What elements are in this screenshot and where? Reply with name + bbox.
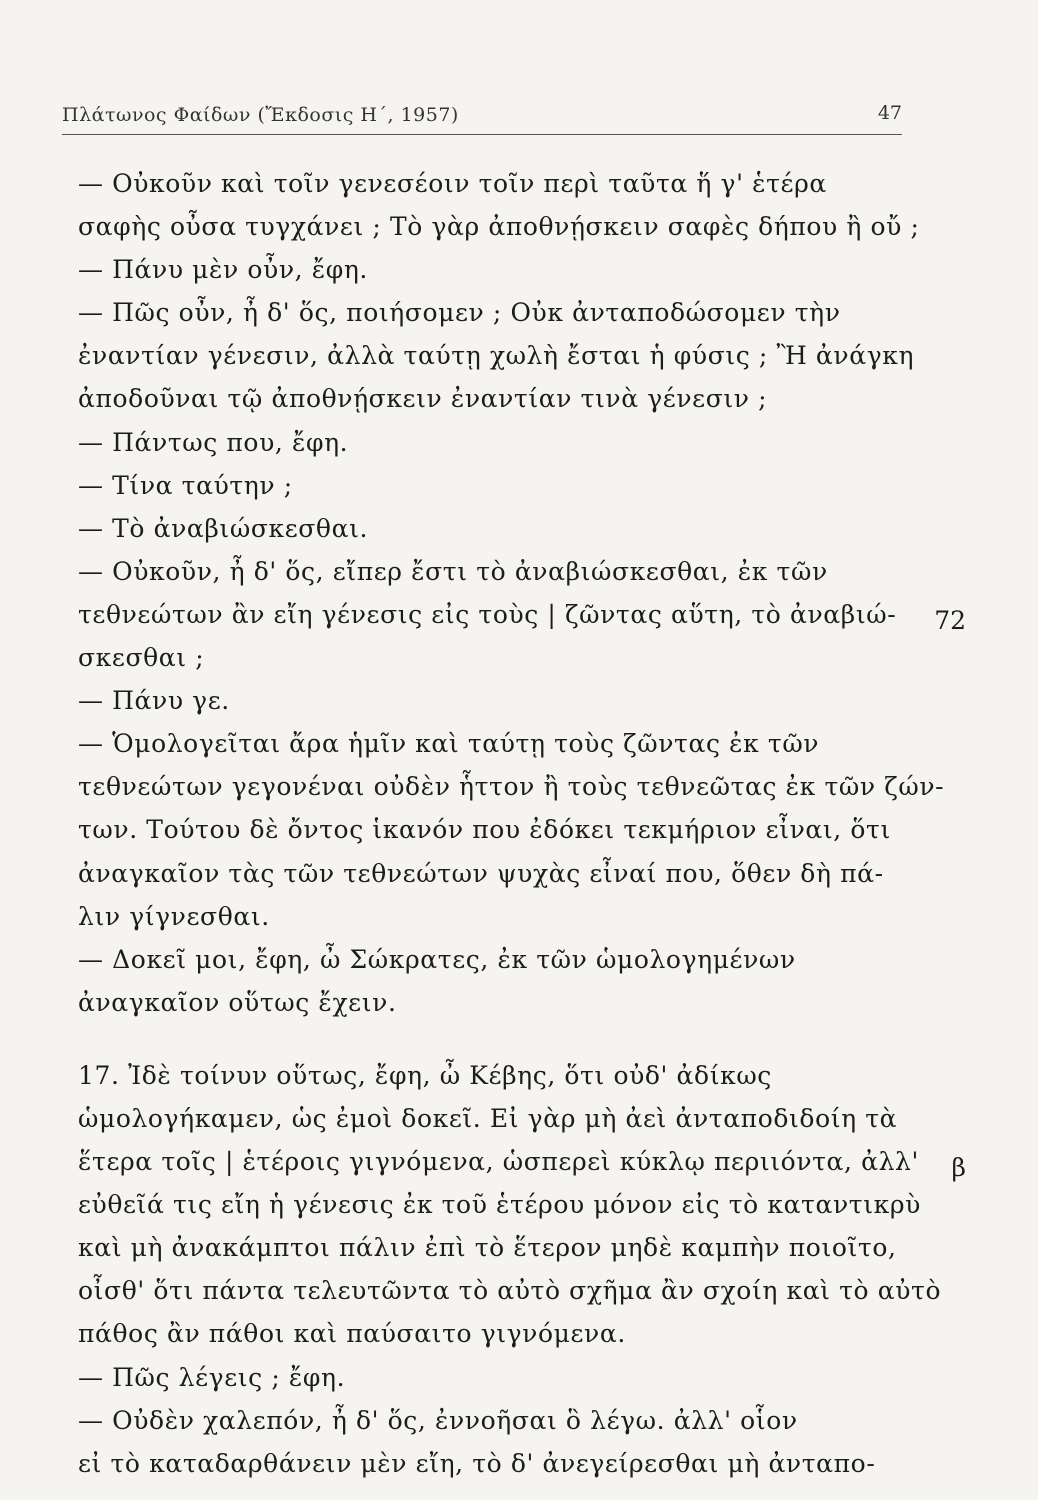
text-line: — Οὐκοῦν καὶ τοῖν γενεσέοιν τοῖν περὶ ταῦτα ἥ γ' ἑτέρα — [78, 169, 827, 198]
text-line: ἐναντίαν γένεσιν, ἀλλὰ ταύτῃ χωλὴ ἔσται ἡ φύσις ; Ἢ ἀνάγκη — [78, 341, 915, 371]
text-line: — Πάντως που, ἔφη. — [78, 427, 349, 457]
text-line: — Πῶς οὖν, ἦ δ' ὅς, ποιήσομεν ; Οὐκ ἀνταποδώσομεν τὴν — [78, 298, 841, 328]
text-line: τεθνεώτων γεγονέναι οὐδὲν ἧττον ἢ τοὺς τεθνεῶτας ἐκ τῶν ζών- — [78, 772, 945, 802]
text-line: λιν γίγνεσθαι. — [78, 901, 270, 931]
text-line: εὐθεῖά τις εἴη ἡ γένεσις ἐκ τοῦ ἑτέρου μόνον εἰς τὸ καταντικρὺ — [78, 1190, 921, 1220]
section-gap — [78, 1024, 918, 1054]
text-line: ὡμολογήκαμεν, ὡς ἐμοὶ δοκεῖ. Εἰ γὰρ μὴ ἀεὶ ἀνταποδιδοίη τὰ — [78, 1103, 898, 1133]
text-line: — Πῶς λέγεις ; ἔφη. — [78, 1362, 346, 1392]
margin-note: β — [951, 1153, 966, 1183]
page-number: 47 — [877, 102, 902, 124]
text-line: — Οὐδὲν χαλεπόν, ἦ δ' ὅς, ἐννοῆσαι ὃ λέγω. ἀλλ' οἷον — [78, 1405, 798, 1435]
text-line: — Πάνυ μὲν οὖν, ἔφη. — [78, 255, 368, 285]
text-line: καὶ μὴ ἀνακάμπτοι πάλιν ἐπὶ τὸ ἕτερον μηδὲ καμπὴν ποιοῖτο, — [78, 1233, 897, 1263]
text-line: 17. Ἰδὲ τοίνυν οὕτως, ἔφη, ὦ Κέβης, ὅτι οὐδ' ἀδίκως — [78, 1060, 772, 1090]
running-title: Πλάτωνος Φαίδων (Ἔκδοσις Η΄, 1957) — [62, 104, 459, 126]
text-line: — Τὸ ἀναβιώσκεσθαι. — [78, 513, 369, 543]
text-line: των. Τούτου δὲ ὄντος ἱκανόν που ἐδόκει τεκμήριον εἶναι, ὅτι — [78, 815, 891, 845]
page-header — [62, 98, 902, 135]
text-line: τεθνεώτων ἂν εἴη γένεσις εἰς τοὺς | ζῶντας αὕτη, τὸ ἀναβιώ- — [78, 599, 897, 629]
text-line: οἶσθ' ὅτι πάντα τελευτῶντα τὸ αὐτὸ σχῆμα ἂν σχοίη καὶ τὸ αὐτὸ — [78, 1276, 942, 1306]
text-line: ἀναγκαῖον οὕτως ἔχειν. — [78, 987, 397, 1017]
text-line: ἀποδοῦναι τῷ ἀποθνῄσκειν ἐναντίαν τινὰ γένεσιν ; — [78, 384, 768, 414]
text-line: — Δοκεῖ μοι, ἔφη, ὦ Σώκρατες, ἐκ τῶν ὡμολογημένων — [78, 944, 796, 974]
text-line: — Τίνα ταύτην ; — [78, 470, 293, 500]
margin-note: 72 — [934, 606, 966, 635]
text-line: ἕτερα τοῖς | ἑτέροις γιγνόμενα, ὡσπερεὶ κύκλῳ περιιόντα, ἀλλ' — [78, 1147, 919, 1177]
text-line: εἰ τὸ καταδαρθάνειν μὲν εἴη, τὸ δ' ἀνεγείρεσθαι μὴ ἀνταπο- — [78, 1448, 876, 1478]
text-line: — Ὁμολογεῖται ἄρα ἡμῖν καὶ ταύτῃ τοὺς ζῶντας ἐκ τῶν — [78, 729, 820, 759]
text-line: — Πάνυ γε. — [78, 686, 230, 716]
text-line: — Οὐκοῦν, ἦ δ' ὅς, εἴπερ ἔστι τὸ ἀναβιώσκεσθαι, ἐκ τῶν — [78, 556, 828, 586]
text-line: σκεσθαι ; — [78, 643, 205, 673]
text-line: πάθος ἂν πάθοι καὶ παύσαιτο γιγνόμενα. — [78, 1319, 626, 1349]
text-line: ἀναγκαῖον τὰς τῶν τεθνεώτων ψυχὰς εἶναί που, ὅθεν δὴ πά- — [78, 858, 884, 888]
text-body — [78, 162, 945, 1485]
text-line: σαφὴς οὖσα τυγχάνει ; Τὸ γὰρ ἀποθνῄσκειν σαφὲς δήπου ἢ οὔ ; — [78, 212, 920, 242]
